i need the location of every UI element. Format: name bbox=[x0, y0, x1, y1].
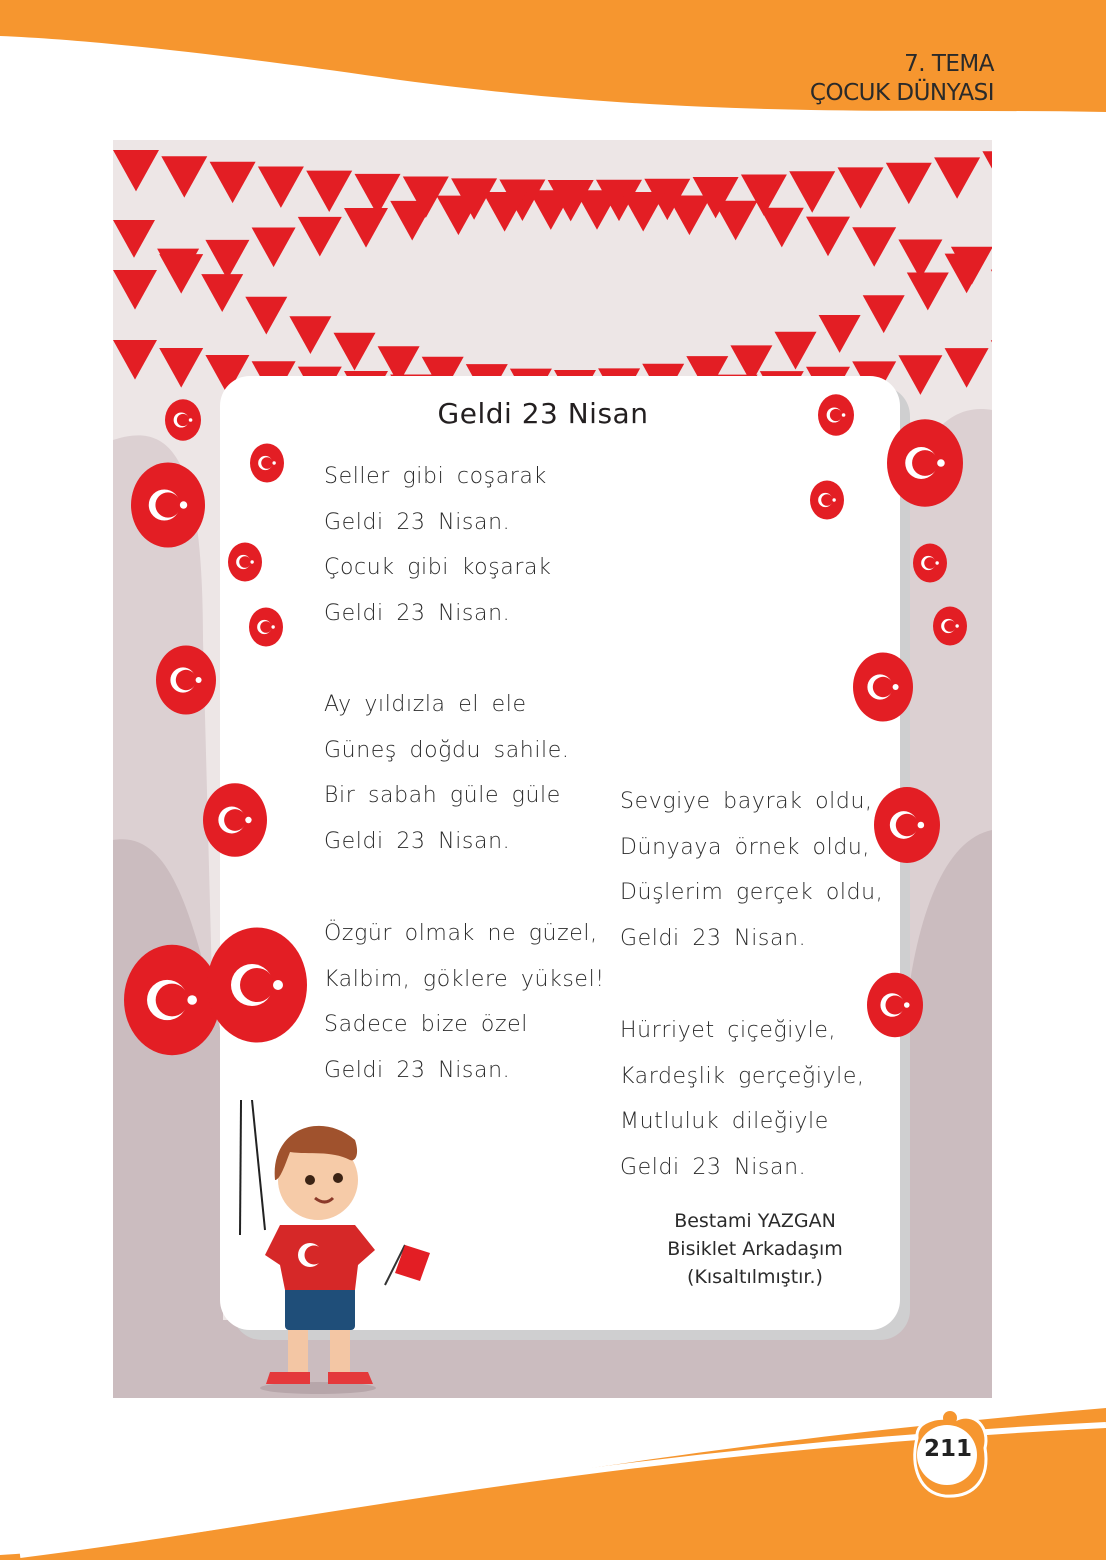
bunting-flag bbox=[161, 156, 207, 197]
bunting-flag bbox=[945, 348, 989, 388]
bunting-flag bbox=[390, 201, 434, 241]
poem-line: Özgür olmak ne güzel, bbox=[324, 921, 598, 946]
stanza-left-3 bbox=[324, 911, 605, 1094]
bunting-flag bbox=[907, 273, 949, 311]
poem-line: Sevgiye bayrak oldu, bbox=[620, 789, 873, 814]
bunting-flag bbox=[334, 333, 376, 371]
theme-header bbox=[810, 50, 994, 108]
author: Bestami YAZGAN bbox=[674, 1210, 836, 1232]
bunting-flag bbox=[201, 274, 243, 312]
theme-number: 7. TEMA bbox=[904, 51, 994, 77]
poem-line: Kalbim, göklere yüksel! bbox=[324, 966, 605, 992]
poem-line: Seller gibi coşarak bbox=[324, 464, 547, 489]
poem-line: Geldi 23 Nisan. bbox=[324, 829, 511, 855]
bunting-flag bbox=[982, 151, 992, 192]
bunting-flag bbox=[289, 316, 331, 354]
poem-line: Mutluluk dileğiyle bbox=[620, 1109, 829, 1135]
poem-line: Geldi 23 Nisan. bbox=[324, 1058, 511, 1084]
bunting-flag bbox=[667, 195, 711, 235]
bunting-flag bbox=[210, 162, 256, 203]
poem-line: Çocuk gibi koşarak bbox=[324, 555, 552, 581]
poem-line: Güneş doğdu sahile. bbox=[324, 737, 570, 763]
stanza-right-1 bbox=[620, 779, 883, 962]
poem-line: Geldi 23 Nisan. bbox=[620, 1155, 807, 1181]
poem-line: Kardeşlik gerçeğiyle, bbox=[620, 1063, 865, 1089]
bunting-flag bbox=[113, 340, 157, 380]
shorts bbox=[285, 1285, 355, 1330]
bunting-flag bbox=[945, 254, 989, 294]
bunting-flag bbox=[863, 295, 905, 333]
poem-line: Sadece bize özel bbox=[324, 1012, 528, 1038]
poem-line: Hürriyet çiçeğiyle, bbox=[620, 1018, 837, 1043]
bunting-flag bbox=[760, 208, 804, 248]
bunting-flag bbox=[298, 217, 342, 257]
poem-line: Düşlerim gerçek oldu, bbox=[620, 880, 884, 906]
poem-line: Geldi 23 Nisan. bbox=[324, 601, 511, 627]
bunting-flag bbox=[113, 270, 157, 310]
bunting-flag bbox=[575, 190, 619, 230]
bunting-flag bbox=[159, 254, 203, 294]
theme-name: ÇOCUK DÜNYASI bbox=[809, 80, 994, 106]
bunting-flag bbox=[245, 297, 287, 335]
bunting-flag bbox=[819, 315, 861, 353]
poem-line: Ay yıldızla el ele bbox=[324, 692, 527, 717]
bunting-flag bbox=[991, 340, 992, 380]
bunting-flag bbox=[258, 167, 304, 208]
bunting-flag bbox=[113, 220, 155, 258]
bunting-flag bbox=[306, 171, 352, 212]
bunting-flag bbox=[838, 167, 884, 208]
bunting-flag bbox=[852, 227, 896, 267]
page-number: 211 bbox=[924, 1436, 973, 1462]
bunting-flag bbox=[159, 348, 203, 388]
turkish-flag bbox=[395, 1245, 430, 1281]
poem-line: Dünyaya örnek oldu, bbox=[620, 834, 871, 860]
bunting-flag bbox=[934, 157, 980, 198]
bunting-flag bbox=[789, 171, 835, 212]
poem-line: Geldi 23 Nisan. bbox=[324, 509, 511, 535]
bunting-flag bbox=[621, 192, 665, 232]
bunting-flag bbox=[886, 163, 932, 204]
bunting-flag bbox=[344, 208, 388, 248]
poem-line: Bir sabah güle güle bbox=[324, 783, 561, 809]
bunting-flag bbox=[991, 270, 992, 310]
source-book: Bisiklet Arkadaşım bbox=[667, 1238, 843, 1260]
stanza-left-1 bbox=[324, 454, 551, 637]
bunting-flag bbox=[775, 332, 817, 370]
poem-line: Geldi 23 Nisan. bbox=[620, 926, 807, 952]
bunting-flag bbox=[252, 227, 296, 267]
abridged-note: (Kısaltılmıştır.) bbox=[687, 1266, 823, 1288]
stanza-left-2 bbox=[324, 682, 570, 865]
poem-title: Geldi 23 Nisan bbox=[437, 397, 649, 430]
bunting-flag bbox=[113, 150, 159, 191]
bunting-flag bbox=[806, 217, 850, 257]
boy-with-flag-illustration bbox=[230, 1100, 440, 1400]
stanza-right-2 bbox=[620, 1008, 865, 1191]
bunting-flag bbox=[898, 355, 942, 395]
bunting-flag bbox=[205, 240, 249, 280]
poem-credit bbox=[660, 1207, 850, 1291]
bunting-flag bbox=[714, 201, 758, 241]
